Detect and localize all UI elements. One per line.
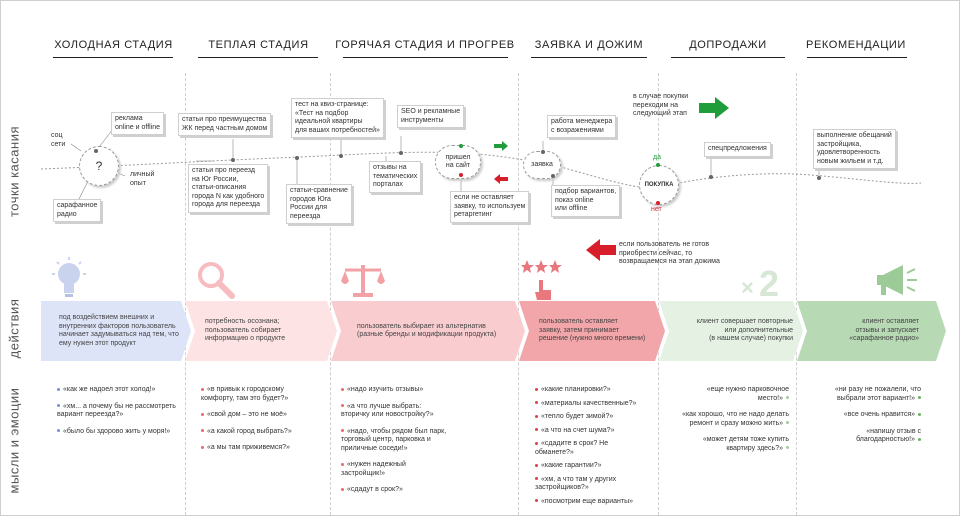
path-dot	[551, 174, 555, 178]
thought-item: «а что лучше выбрать: вторичку или новостройку?»	[341, 402, 434, 418]
path-dot	[339, 154, 343, 158]
action-cold: под воздействием внешних и внутренних факторов пользователь начинает задумываться над тем, что ему нужен этот продукт	[59, 314, 179, 347]
thought-item: «а какой город выбрать?»	[201, 428, 292, 437]
big-arrow-right-green-icon	[699, 97, 729, 119]
bullet-dot	[201, 388, 204, 391]
purchase-label: ПОКУПКА	[644, 182, 674, 188]
thought-item: «может детям тоже купить квартиру здесь?»	[702, 436, 789, 452]
not-ready-note: если пользователь не готов приобрести сейчас, то возвращаемся на этап дожима	[619, 241, 720, 265]
stage-recommendations: РЕКОМЕНДАЦИИ	[806, 39, 906, 51]
thought-item: «в привык к городскому комфорту, там это будет?»	[201, 386, 289, 402]
action-hot: пользователь выбирает из альтернатив (разные бренды и модификации продукта)	[357, 322, 497, 338]
touchpoint-reviews-portals: отзывы на тематических порталах	[369, 161, 421, 193]
bullet-dot	[57, 429, 60, 432]
touchpoint-articles-advantages: статьи про преимущества ЖК перед частным домом	[178, 113, 271, 136]
application-label: заявка	[531, 161, 553, 168]
touchpoint-seo-ads: SEO и рекламные инструменты	[397, 105, 464, 128]
path-dot	[295, 156, 299, 160]
touchpoint-social-networks: соц сети	[51, 132, 66, 148]
bullet-dot	[786, 421, 789, 424]
bullet-dot	[535, 464, 538, 467]
bullet-dot	[535, 442, 538, 445]
bullet-dot	[786, 396, 789, 399]
bullet-dot	[341, 404, 344, 407]
thoughts-recommendations	[811, 386, 921, 453]
thoughts-application	[535, 386, 636, 511]
big-arrow-left-red-icon	[586, 239, 616, 261]
bullet-dot	[786, 446, 789, 449]
touchpoint-articles-relocation: статьи про переезд на Юг России, статьи-описания города N как удобного города для переезда	[188, 164, 268, 213]
bullet-dot	[201, 446, 204, 449]
action-application: пользователь оставляет заявку, затем принимает решение (нужно много времени)	[539, 318, 646, 343]
bullet-dot	[341, 429, 344, 432]
megaphone-icon	[873, 263, 919, 299]
touchpoint-selection: подбор вариантов, показ online или offline	[551, 185, 620, 217]
path-dot-red	[459, 173, 463, 177]
bullet-dot	[535, 499, 538, 502]
thought-item: «а мы там приживемся?»	[201, 444, 292, 453]
thought-item: «тепло будет зимой?»	[535, 413, 636, 422]
row-label-actions: действия	[6, 298, 22, 359]
magnifier-icon	[196, 261, 236, 299]
thought-item: «все очень нравится»	[811, 411, 921, 420]
bullet-dot	[341, 388, 344, 391]
path-dot	[817, 176, 821, 180]
path-dot-green	[656, 163, 660, 167]
thought-item: «посмотрим еще варианты»	[535, 498, 636, 507]
arrow-right-green-icon	[494, 141, 508, 151]
svg-text:×: ×	[741, 275, 754, 299]
bullet-dot	[201, 413, 204, 416]
touchpoint-promises: выполнение обещаний застройщика, удовлетворенность новым жильем и т.д.	[813, 129, 896, 169]
thoughts-upsell	[661, 386, 789, 461]
bullet-dot	[918, 438, 921, 441]
came-to-site-label: пришел на сайт	[445, 154, 471, 169]
thought-item: «ни разу не пожалели, что выбрали этот вариант!»	[834, 386, 921, 402]
row-label-touchpoints: точки касания	[6, 126, 22, 217]
thought-item: «сдадут в срок?»	[341, 486, 446, 495]
bullet-dot	[918, 413, 921, 416]
touchpoint-ads: реклама online и offline	[111, 112, 164, 135]
touchpoint-articles-comparison: статьи-сравнение городов Юга России для переезда	[286, 184, 352, 224]
application-circle	[523, 151, 561, 179]
purchase-circle	[639, 165, 679, 205]
bullet-dot	[341, 463, 344, 466]
action-recommendations: клиент оставляет отзывы и запускает «сарафанное радио»	[849, 318, 919, 343]
thoughts-warm	[201, 386, 292, 461]
thoughts-cold	[57, 386, 176, 444]
thought-item: «надо изучить отзывы»	[341, 386, 446, 395]
stage-cold: ХОЛОДНАЯ СТАДИЯ	[54, 39, 173, 51]
svg-text:2: 2	[759, 263, 780, 299]
thought-item: «какие гарантии?»	[535, 462, 636, 471]
thoughts-hot	[341, 386, 446, 503]
thought-item: «как хорошо, что не надо делать ремонт и сразу можно жить»	[682, 411, 789, 427]
arrow-left-red-icon	[494, 174, 508, 184]
path-dot-green	[459, 144, 463, 148]
thought-item: «надо, чтобы рядом был парк, торговый центр, парковка и приличные соседи!»	[341, 427, 447, 452]
path-dot	[541, 150, 545, 154]
thought-item: «нужен надежный застройщик!»	[341, 461, 406, 477]
came-to-site-circle	[435, 145, 481, 179]
stage-upsell: ДОПРОДАЖИ	[689, 39, 767, 51]
purchase-yes: да	[653, 154, 661, 161]
thought-item: «сдадите в срок? Не обманете?»	[535, 440, 609, 456]
touchpoint-special-offers: спецпредложения	[704, 142, 771, 157]
stage-warm: ТЕПЛАЯ СТАДИЯ	[208, 39, 309, 51]
stars-hand-icon	[521, 258, 565, 300]
bullet-dot	[57, 388, 60, 391]
stage-hot: ГОРЯЧАЯ СТАДИЯ И ПРОГРЕВ	[335, 39, 515, 51]
thought-item: «свой дом – это не моё»	[201, 411, 292, 420]
thought-item: «хм, а что там у других застройщиков?»	[535, 475, 617, 491]
path-dot	[399, 151, 403, 155]
thought-item: «напишу отзыв с благодарностью!»	[856, 427, 921, 443]
action-warm: потребность осознана; пользователь собирает информацию о продукте	[205, 318, 286, 343]
path-dot-red	[656, 201, 660, 205]
path-dot	[709, 175, 713, 179]
thought-item: «как же надоел этот холод!»	[57, 386, 176, 395]
times-two-icon	[741, 263, 791, 299]
bullet-dot	[535, 415, 538, 418]
bullet-dot	[535, 477, 538, 480]
next-stage-note: в случае покупки переходим на следующий этап	[633, 93, 689, 117]
touchpoint-retargeting: если не оставляет заявку, то используем ретаргетинг	[450, 191, 529, 223]
touchpoint-manager-work: работа менеджера с возражениями	[547, 115, 616, 138]
bullet-dot	[918, 396, 921, 399]
thought-item: «было бы здорово жить у моря!»	[57, 428, 176, 437]
action-upsell: клиент совершает повторные или дополнительные (в нашем случае) покупки	[696, 318, 793, 343]
lightbulb-icon	[49, 257, 89, 299]
bullet-dot	[57, 404, 60, 407]
thought-item: «хм... а почему бы не рассмотреть вариант переезда?»	[57, 402, 176, 418]
thought-item: «материалы качественные?»	[535, 400, 636, 409]
question-circle: ?	[79, 146, 119, 186]
bullet-dot	[201, 429, 204, 432]
bullet-dot	[341, 488, 344, 491]
touchpoint-quiz-test: тест на квиз-странице: «Тест на подбор идеальной квартиры для ваших потребностей»	[291, 98, 384, 138]
touchpoint-personal-experience: личный опыт	[130, 171, 155, 187]
bullet-dot	[535, 401, 538, 404]
purchase-no: нет	[651, 206, 662, 213]
stage-application: ЗАЯВКА И ДОЖИМ	[534, 39, 644, 51]
bullet-dot	[535, 388, 538, 391]
row-label-thoughts: мысли и эмоции	[6, 387, 22, 494]
thought-item: «а что на счет шума?»	[535, 427, 636, 436]
path-dot	[231, 158, 235, 162]
scales-icon	[341, 263, 385, 299]
bullet-dot	[535, 428, 538, 431]
touchpoint-word-of-mouth: сарафанное радио	[53, 199, 101, 222]
thought-item: «какие планировки?»	[535, 386, 636, 395]
path-dot	[94, 149, 98, 153]
thought-item: «еще нужно парковочное место!»	[706, 386, 789, 402]
